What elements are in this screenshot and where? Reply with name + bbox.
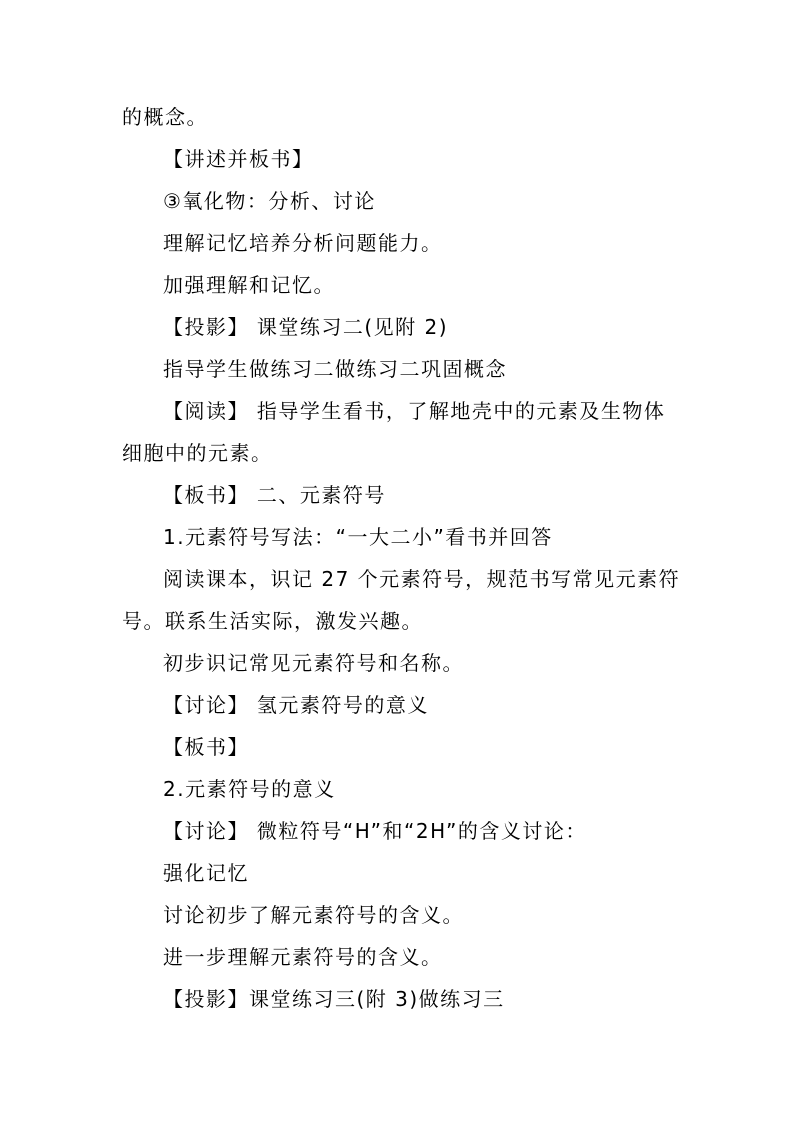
text-line: 指导学生做练习二做练习二巩固概念: [163, 357, 507, 381]
text-line: 【投影】课堂练习三(附 3)做练习三: [163, 987, 505, 1011]
text-line: 讨论初步了解元素符号的含义。: [163, 903, 464, 927]
text-line: 加强理解和记忆。: [163, 273, 335, 297]
text-line: 【讨论】 氢元素符号的意义: [163, 693, 429, 717]
text-line: 2.元素符号的意义: [163, 777, 336, 801]
text-line: 号。联系生活实际，激发兴趣。: [122, 609, 423, 633]
text-line: 【讲述并板书】: [163, 147, 314, 171]
text-line: 强化记忆: [163, 861, 249, 885]
text-line: 【板书】: [163, 735, 249, 759]
text-line: 细胞中的元素。: [122, 441, 273, 465]
text-line: ③氧化物：分析、讨论: [163, 189, 376, 213]
text-line: 1.元素符号写法：“一大二小”看书并回答: [163, 525, 553, 549]
text-line: 进一步理解元素符号的含义。: [163, 945, 443, 969]
text-line: 【投影】 课堂练习二(见附 2): [163, 315, 449, 339]
text-line: 阅读课本，识记 27 个元素符号，规范书写常见元素符: [163, 567, 681, 591]
text-line: 的概念。: [122, 105, 208, 129]
text-line: 【板书】 二、元素符号: [163, 483, 386, 507]
text-line: 初步识记常见元素符号和名称。: [163, 651, 464, 675]
text-line: 【讨论】 微粒符号“H”和“2H”的含义讨论：: [163, 819, 587, 843]
text-line: 【阅读】 指导学生看书，了解地壳中的元素及生物体: [163, 399, 666, 423]
text-line: 理解记忆培养分析问题能力。: [163, 231, 443, 255]
